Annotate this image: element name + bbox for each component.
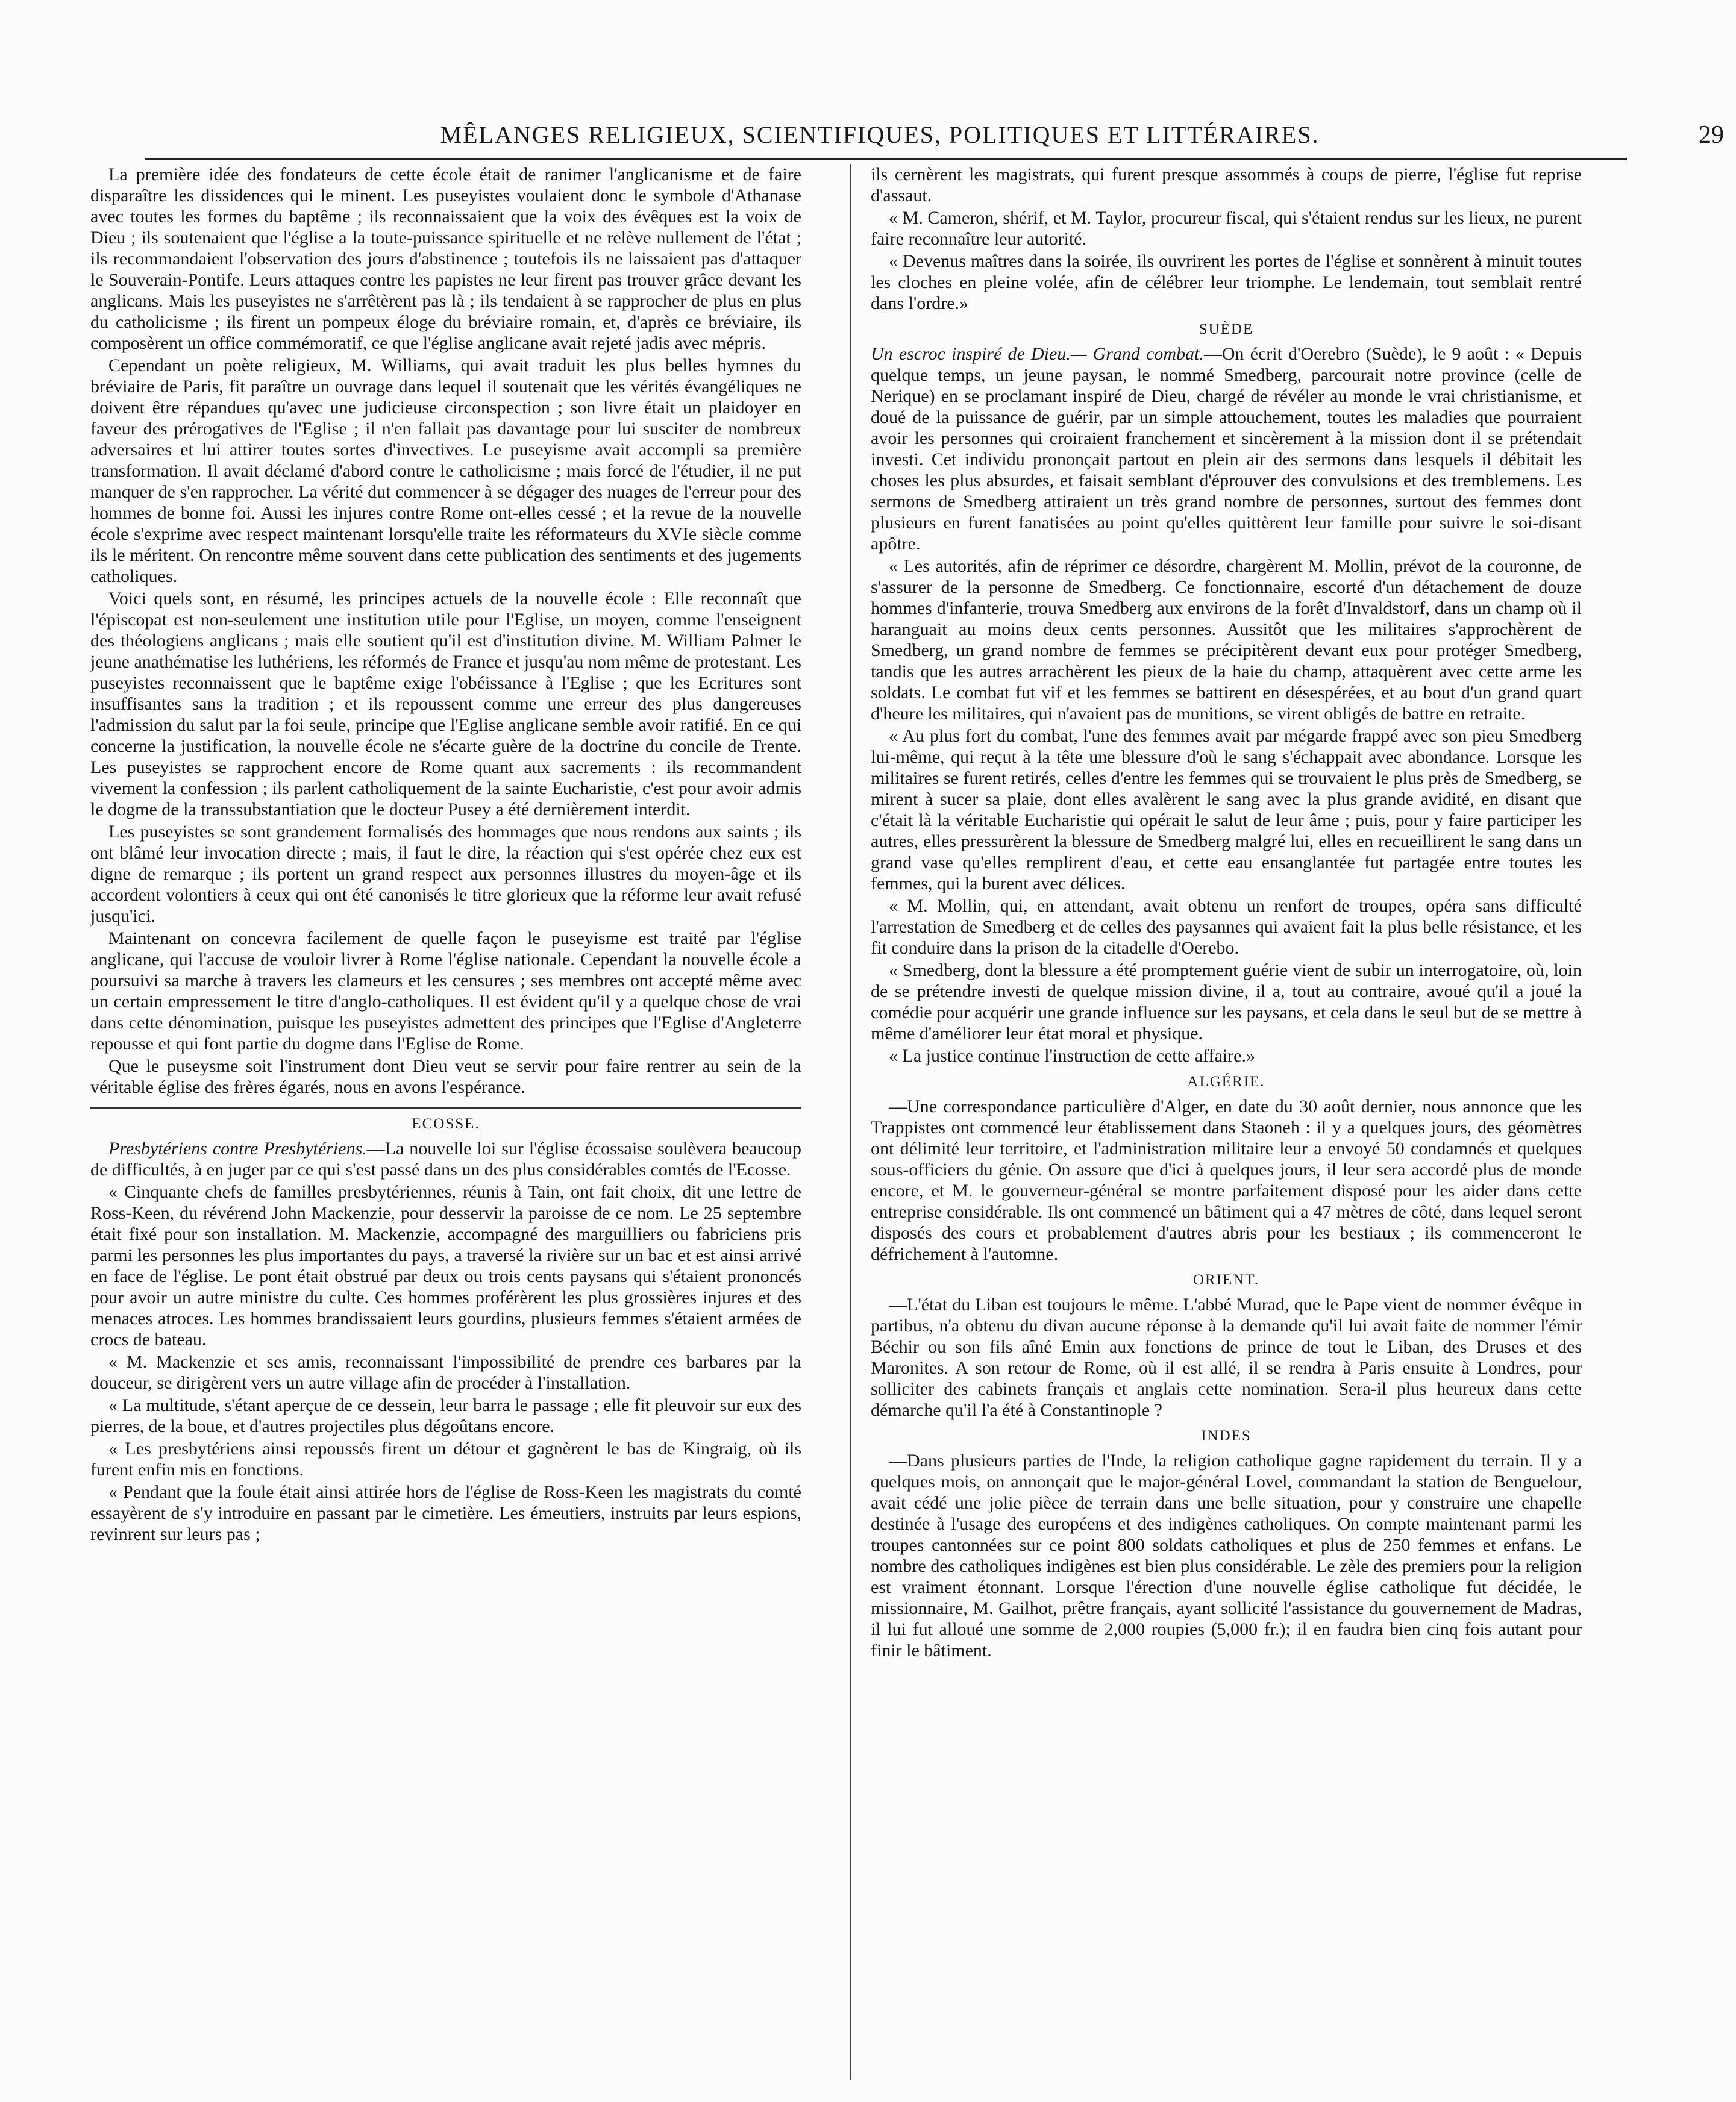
article-paragraph: La première idée des fondateurs de cette école était de ranimer l'anglicanisme et de faire disparaître les dissidences qui le minent. Les puseyistes voulaient donc le symbole d'Athanase avec toutes les formes du baptême ; ils reconnaissaient que la voix des évêques est la voix de Dieu ; ils soutenaient que l'église a la toute-puissance spirituelle et ne relève nullement de l'état ; ils recommandaient l'observation des jours d'abstinence ; toutefois ils ne laissaient pas d'attaquer le Souverain-Pontife. Leurs attaques contre les papistes ne leur firent pas trouver grâce devant les anglicans. Mais les puseyistes ne s'arrêtèrent pas là ; ils tendaient à se rapprocher de plus en plus du catholicisme ; ils firent un pompeux éloge du bréviaire romain, et, d'après ce bréviaire, ils composèrent un office commémoratif, ce que l'église anglicane avait rejeté jadis avec mépris.: [90, 164, 801, 353]
article-paragraph: ils cernèrent les magistrats, qui furent presque assommés à coups de pierre, l'église fut reprise d'assaut.: [871, 164, 1582, 205]
article-paragraph: « Devenus maîtres dans la soirée, ils ouvrirent les portes de l'église et sonnèrent à minuit toutes les cloches en pleine volée, afin de célébrer leur triomphe. Le lendemain, tout semblait rentré dans l'ordre.»: [871, 251, 1582, 313]
section-heading-indes: INDES: [1201, 1428, 1252, 1444]
article-paragraph: « Pendant que la foule était ainsi attirée hors de l'église de Ross-Keen les magistrats du comté essayèrent de s'y introduire en passant par le cimetière. Les émeutiers, instruits par leurs espions, revinrent sur leurs pas ;: [90, 1482, 801, 1544]
article-paragraph: —Dans plusieurs parties de l'Inde, la religion catholique gagne rapidement du terrain. Il y a quelques mois, on annonçait que le major-général Lovel, commandant la station de Benguelour, avait cédé une jolie pièce de terrain dans une belle situation, pour y construire une chapelle destinée à l'usage des européens et des indigènes catholiques. On compte maintenant parmi les troupes cantonnées sur ce point 800 soldats catholiques et plus de 250 femmes et enfans. Le nombre des catholiques indigènes est bien plus considérable. Le zèle des premiers pour la religion est vraiment étonnant. Lorsque l'érection d'une nouvelle église catholique fut décidée, le missionnaire, M. Gailhot, prêtre français, ayant sollicité l'assistance du gouvernement de Madras, il lui fut alloué une somme de 2,000 roupies (5,000 fr.); il en faudra bien cinq fois autant pour finir le bâtiment.: [871, 1451, 1582, 1660]
left-column: [90, 164, 801, 2080]
article-paragraph: Voici quels sont, en résumé, les principes actuels de la nouvelle école : Elle reconnaît que l'épiscopat est non-seulement une institution utile pour l'Eglise, un moyen, comme l'enseignent des théologiens anglicans ; mais elle soutient qu'il est d'institution divine. M. William Palmer le jeune anathématise les luthériens, les réformés de France et jusqu'au nom même de protestant. Les puseyistes reconnaissent que le baptême exige l'obéissance à l'Eglise ; que les Ecritures sont insuffisantes sans la tradition ; et ils repoussent comme une erreur des plus dangereuses l'admission du salut par la foi seule, principe que l'Eglise anglicane semble avoir ratifié. En ce qui concerne la justification, la nouvelle école ne s'écarte guère de la doctrine du concile de Trente. Les puseyistes se rapprochent encore de Rome quant aux sacrements : ils recommandent vivement la confession ; ils parlent catholiquement de la sainte Eucharistie, c'est pour avoir admis le dogme de la transsubstantiation que le docteur Pusey a été dernièrement interdit.: [90, 589, 801, 819]
article-paragraph: « Les presbytériens ainsi repoussés firent un détour et gagnèrent le bas de Kingraig, où ils furent enfin mis en fonctions.: [90, 1439, 801, 1480]
section-heading-orient: ORIENT.: [1192, 1272, 1260, 1288]
section-heading-ecosse: ECOSSE.: [90, 1107, 801, 1134]
article-paragraph: —Une correspondance particulière d'Alger, en date du 30 août dernier, nous annonce que les Trappistes ont commencé leur établissement dans Staoneh : il y a quelques jours, des géomètres ont délimité leur territoire, et l'administration militaire leur a envoyé 50 condamnés et quelques sous-officiers du génie. On assure que d'ici à quelques jours, il leur sera accordé plus de monde encore, et M. le gouverneur-général se montre parfaitement disposé pour les aider dans cette entreprise considérable. Ils ont commencé un bâtiment qui a 47 mètres de côté, dans lequel seront disposés des cours et probablement d'autres abris pour les bestiaux ; ils commenceront le défrichement à l'automne.: [871, 1096, 1582, 1264]
page-number: 29: [1699, 121, 1724, 149]
article-paragraph: « M. Mackenzie et ses amis, reconnaissant l'impossibilité de prendre ces barbares par la douceur, se dirigèrent vers un autre village afin de procéder à l'installation.: [90, 1352, 801, 1393]
article-paragraph: Cependant un poète religieux, M. Williams, qui avait traduit les plus belles hymnes du bréviaire de Paris, fit paraître un ouvrage dans lequel il soutenait que les vérités évangéliques ne doivent être répandues qu'avec une judicieuse circonspection ; son livre était un plaidoyer en faveur des prérogatives de l'Eglise ; il n'en fallait pas davantage pour lui susciter de nombreux adversaires et lui attirer toutes sortes d'invectives. Le puseyisme avait accompli sa première transformation. Il avait déclamé d'abord contre le catholicisme ; mais forcé de l'étudier, il ne put manquer de s'en rapprocher. La vérité dut commencer à se dégager des nuages de l'erreur pour des hommes de bonne foi. Aussi les injures contre Rome ont-elles cessé ; et la revue de la nouvelle école s'exprime avec respect maintenant lorsqu'elle traite les réformateurs du XVIe siècle comme ils le méritent. On rencontre même souvent dans cette publication des sentiments et des jugements catholiques.: [90, 355, 801, 586]
article-paragraph: « M. Mollin, qui, en attendant, avait obtenu un renfort de troupes, opéra sans difficulté l'arrestation de Smedberg et de celles des paysannes qui avaient fait la plus belle résistance, et les fit conduire dans la prison de la citadelle d'Oerebo.: [871, 896, 1582, 958]
header-rule: [145, 158, 1627, 160]
article-lead-title: Un escroc inspiré de Dieu.— Grand combat.: [871, 344, 1204, 364]
article-paragraph: « Cinquante chefs de familles presbytériennes, réunis à Tain, ont fait choix, dit une lettre de Ross-Keen, du révérend John Mackenzie, pour desservir la paroisse de ce nom. Le 25 septembre était fixé pour son installation. M. Mackenzie, accompagné des marguilliers ou fabriciens pris parmi les personnes les plus importantes du pays, a traversé la rivière sur un bac et est ainsi arrivé en face de l'église. Le pont était obstrué par deux ou trois cents paysans qui s'étaient prononcés pour avoir un autre ministre du culte. Ces hommes proférèrent les plus grossières injures et des menaces atroces. Les hommes brandissaient leurs gourdins, plusieurs femmes s'étaient armées de crocs de bateau.: [90, 1182, 801, 1350]
article-paragraph: « Smedberg, dont la blessure a été promptement guérie vient de subir un interrogatoire, où, loin de se prétendre investi de quelque mission divine, il a, tout au contraire, avoué qu'il a joué la comédie pour acquérir une grande influence sur les paysans, et cela dans le seul but de se mettre à même d'améliorer leur état moral et physique.: [871, 960, 1582, 1043]
article-paragraph: « La justice continue l'instruction de cette affaire.»: [889, 1046, 1255, 1066]
article-lead-text: —On écrit d'Oerebro (Suède), le 9 août : « Depuis quelque temps, un jeune paysan, le nommé Smedberg, parcourait notre province (celle de Nerique) en se proclamant inspiré de Dieu, chargé de révéler au monde le vrai christianisme, et doué de la puissance de guérir, par un simple attouchement, toutes les maladies que pourraient avoir les personnes qui croiraient franchement et sincèrement à la mission dont il se prétendait investi. Cet individu prononçait partout en plein air des sermons dans lesquels il débitait les choses les plus absurdes, et faisait semblant d'éprouver des convulsions et des tremblemens. Les sermons de Smedberg attiraient un très grand nombre de personnes, surtout des femmes dont plusieurs en furent fanatisées au point qu'elles quittèrent leur famille pour suivre le soi-disant apôtre.: [871, 344, 1582, 554]
article-lead-text: —La nouvelle loi sur l'église écossaise soulèvera beaucoup de difficultés, à en juger par ce qui s'est passé dans un des plus considérables comtés de l'Ecosse.: [90, 1139, 801, 1180]
running-header: MÊLANGES RELIGIEUX, SCIENTIFIQUES, POLITIQUES ET LITTÉRAIRES.: [440, 121, 1320, 148]
article-paragraph: Maintenant on concevra facilement de quelle façon le puseyisme est traité par l'église anglicane, qui l'accuse de vouloir livrer à Rome l'église nationale. Cependant la nouvelle école a poursuivi sa marche à travers les clameurs et les censures ; ses membres ont accepté même avec un certain empressement le titre d'anglo-catholiques. Il est évident qu'il y a quelque chose de vrai dans cette dénomination, puisque les puseyistes admettent des principes que l'Eglise d'Angleterre repousse et qui font partie du dogme dans l'Eglise de Rome.: [90, 928, 801, 1054]
section-heading-algerie: ALGÉRIE.: [1187, 1074, 1265, 1090]
article-paragraph: [90, 1138, 801, 1180]
column-divider: [850, 164, 851, 2080]
article-paragraph: —L'état du Liban est toujours le même. L'abbé Murad, que le Pape vient de nommer évêque in partibus, n'a obtenu du divan aucune réponse à la demande qu'il lui avait faite de nommer l'émir Béchir ou son fils aîné Emin aux fonctions de prince de tout le Liban, des Druses et des Maronites. A son retour de Rome, où il est allé, il se rendra à Paris ensuite à Londres, pour solliciter des cabinets français et anglais cette nomination. Sera-il plus heureux dans cette démarche qu'il l'a été à Constantinople ?: [871, 1295, 1582, 1420]
article-paragraph: Que le puseysme soit l'instrument dont Dieu veut se servir pour faire rentrer au sein de la véritable église des frères égarés, nous en avons l'espérance.: [90, 1056, 801, 1097]
right-column: [871, 164, 1582, 2086]
article-paragraph: « M. Cameron, shérif, et M. Taylor, procureur fiscal, qui s'étaient rendus sur les lieux, ne purent faire reconnaître leur autorité.: [871, 208, 1582, 249]
article-paragraph: « Au plus fort du combat, l'une des femmes avait par mégarde frappé avec son pieu Smedberg lui-même, qui reçut à la tête une blessure d'où le sang s'échappait avec abondance. Lorsque les militaires se furent retirés, celles d'entre les femmes qui se trouvaient le plus près de Smedberg, se mirent à sucer sa plaie, dont elles avalèrent le sang avec la plus grande avidité, en disant que c'était là la véritable Eucharistie qui opérait le salut de leur âme ; puis, pour y faire participer les autres, elles pressurèrent la blessure de Smedberg malgré lui, elles en recueillirent le sang dans un grand vase qu'elles remplirent d'eau, et cette eau ensanglantée fut partagée entre toutes les femmes, qui la burent avec délices.: [871, 726, 1582, 893]
section-heading-suede: SUÈDE: [1199, 321, 1254, 337]
article-paragraph: Les puseyistes se sont grandement formalisés des hommages que nous rendons aux saints ; ils ont blâmé leur invocation directe ; mais, il faut le dire, la réaction qui s'est opérée chez eux est digne de remarque ; ils portent un grand respect aux personnes illustres du moyen-âge et ils accordent volontiers à ceux qui ont été canonisés le titre glorieux que la réforme leur avait refusé jusqu'ici.: [90, 822, 801, 926]
article-paragraph: [871, 343, 1582, 554]
article-lead-title: Presbytériens contre Presbytériens.: [108, 1139, 367, 1159]
article-paragraph: « La multitude, s'étant aperçue de ce dessein, leur barra le passage ; elle fit pleuvoir sur eux des pierres, de la boue, et d'autres projectiles plus dégoûtans encore.: [90, 1395, 801, 1436]
article-paragraph: « Les autorités, afin de réprimer ce désordre, chargèrent M. Mollin, prévot de la couronne, de s'assurer de la personne de Smedberg. Ce fonctionnaire, escorté d'un détachement de douze hommes d'infanterie, trouva Smedberg aux environs de la forêt d'Invaldstorf, dans un champ où il haranguait au moins deux cents personnes. Aussitôt que les militaires s'approchèrent de Smedberg, un grand nombre de femmes se précipitèrent devant eux pour protéger Smedberg, tandis que les autres arrachèrent les pieux de la haie du champ, attaquèrent avec cette arme les soldats. Le combat fut vif et les femmes se battirent en désespérées, et au bout d'un grand quart d'heure les militaires, qui n'avaient pas de munitions, se virent obligés de battre en retraite.: [871, 556, 1582, 724]
